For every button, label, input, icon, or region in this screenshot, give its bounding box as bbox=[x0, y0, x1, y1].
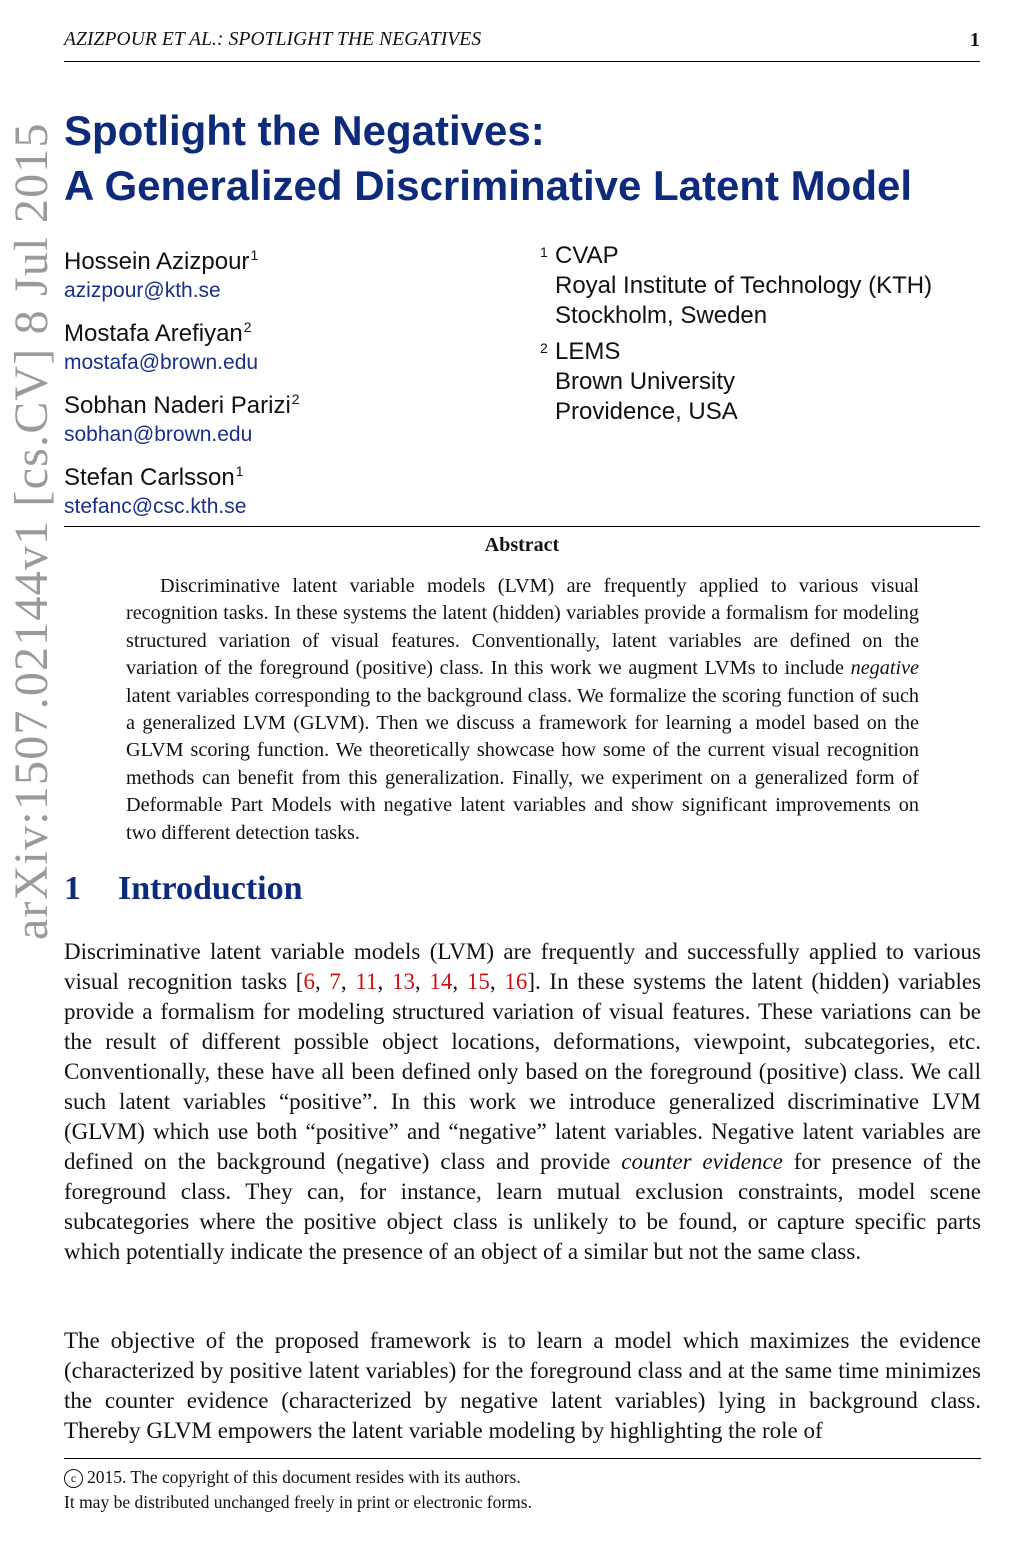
intro-paragraph-1: Discriminative latent variable models (LVM) are frequently and successfully applied to various visual recognition tasks [6, 7, 11, 13, 14, 15, 16]. In these systems the latent (hidden) variables provide a formalism for modeling structured variation of visual features. These variations can be the result of different possible object locations, deformations, viewpoint, subcategories, etc. Conventionally, these have all been defined only based on the foreground (positive) class. We call such latent variables “positive”. In this work we introduce generalized discriminative LVM (GLVM) which use both “positive” and “negative” latent variables. Negative latent variables are defined on the background (negative) class and provide counter evidence for presence of the foreground class. They can, for instance, learn mutual exclusion constraints, model scene subcategories where the positive object class is unlikely to be found, or capture specific parts which potentially indicate the presence of an object of a similar but not the same class. bbox=[64, 939, 982, 1264]
author-name bbox=[64, 312, 504, 349]
author-name bbox=[64, 384, 504, 421]
footnote-divider bbox=[64, 1458, 981, 1459]
author-entry bbox=[64, 384, 504, 449]
citation-link[interactable]: 6 bbox=[303, 969, 315, 994]
intro-paragraph-2: The objective of the proposed framework is to learn a model which maximizes the evidence (characterized by positive latent variables) for the foreground class and at the same time minimizes the counter evidence (characterized by negative latent variables) lying in background class. Thereby GLVM empowers the latent variable modeling by highlighting the role of bbox=[64, 1328, 981, 1443]
abstract-divider bbox=[64, 526, 980, 527]
header-divider bbox=[64, 61, 980, 62]
affiliation-entry bbox=[540, 337, 980, 427]
footnote-line-1 bbox=[64, 1465, 532, 1490]
section-heading bbox=[64, 870, 303, 908]
running-header-text bbox=[64, 29, 481, 51]
running-header-title: SPOTLIGHT THE NEGATIVES bbox=[228, 29, 482, 50]
citation-link[interactable]: 15 bbox=[466, 969, 490, 994]
copyright-footnote bbox=[64, 1465, 532, 1515]
author-name bbox=[64, 240, 504, 277]
affiliation-line: Royal Institute of Technology (KTH) bbox=[555, 272, 933, 299]
footnote-line-2: It may be distributed unchanged freely in print or electronic forms. bbox=[64, 1492, 532, 1512]
author-affil-mark: 2 bbox=[243, 319, 252, 335]
paragraph-emphasis: counter evidence bbox=[621, 1149, 783, 1174]
citation-link[interactable]: 16 bbox=[504, 969, 528, 994]
author-affil-mark: 1 bbox=[250, 247, 259, 263]
abstract-emphasis: negative bbox=[850, 657, 919, 680]
author-email-link[interactable]: mostafa@brown.edu bbox=[64, 351, 259, 374]
affiliation-number: 2 bbox=[540, 340, 548, 356]
citation-link[interactable]: 14 bbox=[429, 969, 453, 994]
author-email-link[interactable]: stefanc@csc.kth.se bbox=[64, 495, 247, 518]
title-line-2: A Generalized Discriminative Latent Model bbox=[64, 162, 912, 209]
affiliation-number: 1 bbox=[540, 244, 548, 260]
author-list bbox=[64, 240, 504, 528]
paper-title bbox=[64, 103, 912, 213]
author-email-link[interactable]: azizpour@kth.se bbox=[64, 279, 221, 302]
page-number: 1 bbox=[969, 28, 980, 51]
affiliation-line: Brown University bbox=[555, 368, 736, 395]
running-header bbox=[64, 24, 980, 56]
copyright-icon: c bbox=[64, 1469, 83, 1488]
author-name bbox=[64, 456, 504, 493]
abstract-heading: Abstract bbox=[484, 534, 560, 556]
author-entry bbox=[64, 240, 504, 305]
author-email-link[interactable]: sobhan@brown.edu bbox=[64, 423, 253, 446]
section-title: Introduction bbox=[118, 870, 303, 907]
affiliation-entry bbox=[540, 241, 980, 331]
author-entry bbox=[64, 456, 504, 521]
citation-link[interactable]: 11 bbox=[355, 969, 378, 994]
section-number: 1 bbox=[64, 870, 81, 907]
affiliation-line: CVAP bbox=[555, 242, 619, 269]
citation-link[interactable]: 7 bbox=[329, 969, 341, 994]
author-affil-mark: 2 bbox=[291, 391, 300, 407]
affiliation-list bbox=[540, 241, 980, 433]
citation-link[interactable]: 13 bbox=[391, 969, 415, 994]
author-name-text: Mostafa Arefiyan bbox=[64, 320, 243, 347]
footnote-text: 2015. The copyright of this document resides with its authors. bbox=[87, 1467, 521, 1487]
paragraph-text: ]. In these systems the latent (hidden) variables provide a formalism for modeling structured variation of visual features. These variations can be the result of different possible object locations, deformations, viewpoint, subcategories, etc. Conventionally, these have all been defined only based on the foreground (positive) class. We call such latent variables “positive”. In this work we introduce generalized discriminative LVM (GLVM) which use both “positive” and “negative” latent variables. Negative latent variables are defined on the background (negative) class and provide bbox=[64, 969, 982, 1174]
author-name-text: Hossein Azizpour bbox=[64, 248, 250, 275]
abstract-text-part: latent variables corresponding to the background class. We formalize the scoring function of such a generalized LVM (GLVM). Then we discuss a framework for learning a model based on the GLVM scoring function. We theoretically showcase how some of the current visual recognition methods can benefit from this generalization. Finally, we experiment on a generalized form of Deformable Part Models with negative latent variables and show significant improvements on two different detection tasks. bbox=[126, 684, 919, 844]
arxiv-watermark: arXiv:1507.02144v1 [cs.CV] 8 Jul 2015 bbox=[5, 122, 58, 940]
abstract-text-part: Discriminative latent variable models (LVM) are frequently applied to various visual recognition tasks. In these systems the latent (hidden) variables provide a formalism for modeling structured variation of visual features. Conventionally, latent variables are defined on the variation of the foreground (positive) class. In this work we augment LVMs to include bbox=[126, 575, 919, 680]
running-header-authors: AZIZPOUR ET AL.: bbox=[64, 29, 224, 50]
author-name-text: Sobhan Naderi Parizi bbox=[64, 392, 291, 419]
affiliation-line: Providence, USA bbox=[555, 398, 738, 425]
title-line-1: Spotlight the Negatives: bbox=[64, 107, 545, 154]
author-affil-mark: 1 bbox=[235, 463, 244, 479]
author-entry bbox=[64, 312, 504, 377]
affiliation-line: Stockholm, Sweden bbox=[555, 302, 768, 329]
affiliation-line: LEMS bbox=[555, 338, 621, 365]
author-name-text: Stefan Carlsson bbox=[64, 464, 235, 491]
paragraph-text: for presence of the foreground class. They can, for instance, learn mutual exclusion constraints, model scene subcategories where the positive object class is unlikely to be found, or capture specific parts which potentially indicate the presence of an object of a similar but not the same class. bbox=[64, 1149, 981, 1264]
abstract-text bbox=[126, 573, 919, 847]
paragraph-text: Discriminative latent variable models (LVM) are frequently and successfully applied to various visual recognition tasks [ bbox=[64, 939, 981, 994]
